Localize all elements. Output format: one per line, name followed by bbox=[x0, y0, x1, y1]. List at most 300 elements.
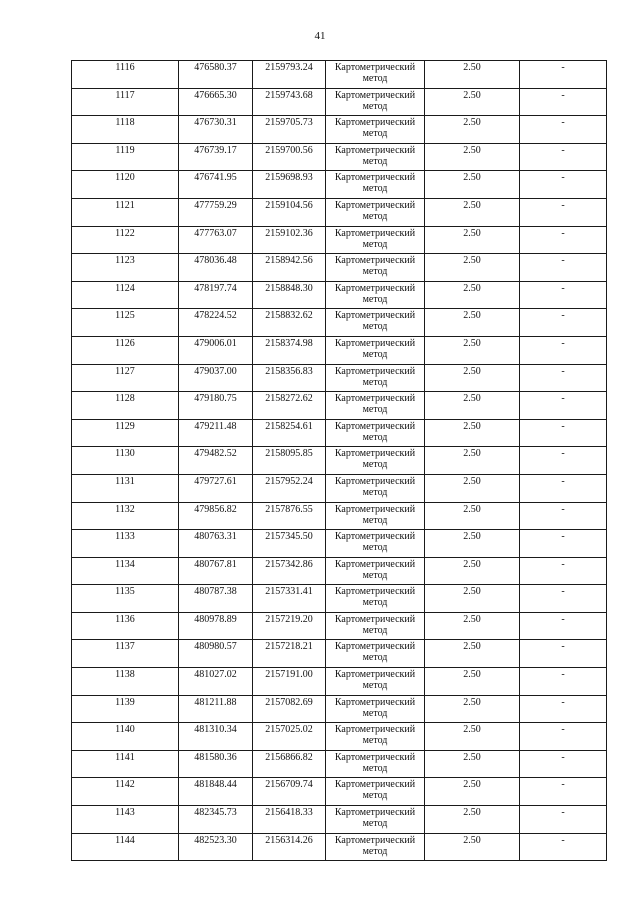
y-coordinate-cell bbox=[253, 833, 326, 861]
x-coordinate-value: 480980.57 bbox=[194, 641, 237, 653]
y-coordinate-cell bbox=[253, 750, 326, 778]
note-value: - bbox=[561, 807, 565, 819]
point-number-cell bbox=[72, 281, 179, 309]
method-line-2: метод bbox=[362, 707, 388, 719]
method-line-2: метод bbox=[362, 486, 388, 498]
method-line-2: метод bbox=[362, 542, 388, 554]
method-line-2: метод bbox=[362, 348, 388, 360]
x-coordinate-cell bbox=[179, 668, 253, 696]
point-number-cell bbox=[72, 447, 179, 475]
y-coordinate-value: 2159743.68 bbox=[265, 89, 313, 101]
table-row bbox=[72, 530, 607, 558]
note-value: - bbox=[561, 393, 565, 405]
accuracy-value: 2.50 bbox=[463, 89, 481, 101]
method-cell bbox=[326, 530, 425, 558]
x-coordinate-value: 477759.29 bbox=[194, 199, 237, 211]
method-line-1: Картометрический bbox=[334, 227, 416, 239]
point-number-cell bbox=[72, 171, 179, 199]
table-row bbox=[72, 502, 607, 530]
note-value: - bbox=[561, 172, 565, 184]
y-coordinate-value: 2159104.56 bbox=[265, 199, 313, 211]
method-cell bbox=[326, 806, 425, 834]
point-number-cell bbox=[72, 309, 179, 337]
accuracy-value: 2.50 bbox=[463, 641, 481, 653]
method-line-2: метод bbox=[362, 624, 388, 636]
point-number-cell bbox=[72, 557, 179, 585]
method-line-1: Картометрический bbox=[334, 62, 416, 73]
point-number-cell bbox=[72, 502, 179, 530]
method-cell bbox=[326, 502, 425, 530]
point-number-cell bbox=[72, 778, 179, 806]
x-coordinate-value: 481027.02 bbox=[194, 669, 237, 681]
x-coordinate-cell bbox=[179, 612, 253, 640]
x-coordinate-cell bbox=[179, 171, 253, 199]
note-cell bbox=[520, 226, 607, 254]
table-row bbox=[72, 171, 607, 199]
y-coordinate-cell bbox=[253, 61, 326, 89]
note-cell bbox=[520, 88, 607, 116]
table-row bbox=[72, 695, 607, 723]
point-number-value: 1125 bbox=[115, 310, 135, 322]
accuracy-value: 2.50 bbox=[463, 144, 481, 156]
accuracy-cell bbox=[425, 723, 520, 751]
note-cell bbox=[520, 612, 607, 640]
x-coordinate-value: 479211.48 bbox=[194, 420, 237, 432]
method-line-1: Картометрический bbox=[334, 724, 416, 736]
accuracy-cell bbox=[425, 309, 520, 337]
x-coordinate-cell bbox=[179, 640, 253, 668]
x-coordinate-value: 481310.34 bbox=[194, 724, 237, 736]
accuracy-value: 2.50 bbox=[463, 807, 481, 819]
method-cell bbox=[326, 474, 425, 502]
table-row bbox=[72, 723, 607, 751]
point-number-cell bbox=[72, 143, 179, 171]
x-coordinate-cell bbox=[179, 695, 253, 723]
y-coordinate-value: 2159102.36 bbox=[265, 227, 313, 239]
y-coordinate-cell bbox=[253, 640, 326, 668]
y-coordinate-cell bbox=[253, 612, 326, 640]
point-number-cell bbox=[72, 750, 179, 778]
accuracy-cell bbox=[425, 61, 520, 89]
note-value: - bbox=[561, 503, 565, 515]
accuracy-value: 2.50 bbox=[463, 337, 481, 349]
accuracy-cell bbox=[425, 530, 520, 558]
accuracy-value: 2.50 bbox=[463, 669, 481, 681]
method-line-2: метод bbox=[362, 293, 388, 305]
y-coordinate-value: 2157952.24 bbox=[265, 475, 313, 487]
note-cell bbox=[520, 502, 607, 530]
method-line-2: метод bbox=[362, 210, 388, 222]
accuracy-cell bbox=[425, 336, 520, 364]
note-cell bbox=[520, 833, 607, 861]
y-coordinate-cell bbox=[253, 254, 326, 282]
y-coordinate-value: 2158848.30 bbox=[265, 282, 313, 294]
note-value: - bbox=[561, 117, 565, 129]
x-coordinate-value: 480767.81 bbox=[194, 558, 237, 570]
note-cell bbox=[520, 392, 607, 420]
note-value: - bbox=[561, 282, 565, 294]
note-value: - bbox=[561, 696, 565, 708]
method-line-1: Картометрический bbox=[334, 641, 416, 653]
method-line-1: Картометрический bbox=[334, 117, 416, 129]
table-row bbox=[72, 116, 607, 144]
x-coordinate-cell bbox=[179, 364, 253, 392]
method-line-2: метод bbox=[362, 818, 388, 830]
point-number-cell bbox=[72, 640, 179, 668]
x-coordinate-value: 476665.30 bbox=[194, 89, 237, 101]
method-line-1: Картометрический bbox=[334, 613, 416, 625]
note-cell bbox=[520, 364, 607, 392]
accuracy-cell bbox=[425, 171, 520, 199]
method-cell bbox=[326, 364, 425, 392]
accuracy-cell bbox=[425, 198, 520, 226]
x-coordinate-cell bbox=[179, 309, 253, 337]
x-coordinate-value: 478036.48 bbox=[194, 255, 237, 267]
accuracy-cell bbox=[425, 668, 520, 696]
note-cell bbox=[520, 778, 607, 806]
method-cell bbox=[326, 419, 425, 447]
method-line-2: метод bbox=[362, 431, 388, 443]
accuracy-value: 2.50 bbox=[463, 172, 481, 184]
x-coordinate-value: 480978.89 bbox=[194, 613, 237, 625]
accuracy-value: 2.50 bbox=[463, 393, 481, 405]
accuracy-cell bbox=[425, 116, 520, 144]
note-cell bbox=[520, 309, 607, 337]
method-cell bbox=[326, 557, 425, 585]
method-line-1: Картометрический bbox=[334, 696, 416, 708]
y-coordinate-cell bbox=[253, 695, 326, 723]
method-line-2: метод bbox=[362, 100, 388, 112]
y-coordinate-value: 2158272.62 bbox=[265, 393, 313, 405]
note-value: - bbox=[561, 641, 565, 653]
note-value: - bbox=[561, 558, 565, 570]
y-coordinate-value: 2159705.73 bbox=[265, 117, 313, 129]
y-coordinate-cell bbox=[253, 88, 326, 116]
method-line-1: Картометрический bbox=[334, 282, 416, 294]
table-row bbox=[72, 447, 607, 475]
method-line-1: Картометрический bbox=[334, 751, 416, 763]
note-cell bbox=[520, 585, 607, 613]
point-number-value: 1136 bbox=[115, 613, 135, 625]
point-number-cell bbox=[72, 392, 179, 420]
note-value: - bbox=[561, 227, 565, 239]
x-coordinate-value: 480787.38 bbox=[194, 586, 237, 598]
y-coordinate-cell bbox=[253, 143, 326, 171]
accuracy-cell bbox=[425, 474, 520, 502]
y-coordinate-cell bbox=[253, 392, 326, 420]
table-row bbox=[72, 61, 607, 89]
method-line-1: Картометрический bbox=[334, 834, 416, 846]
table-row bbox=[72, 143, 607, 171]
accuracy-value: 2.50 bbox=[463, 117, 481, 129]
note-cell bbox=[520, 474, 607, 502]
note-value: - bbox=[561, 531, 565, 543]
method-line-1: Картометрический bbox=[334, 475, 416, 487]
method-line-2: метод bbox=[362, 155, 388, 167]
method-line-2: метод bbox=[362, 73, 388, 84]
note-cell bbox=[520, 806, 607, 834]
accuracy-cell bbox=[425, 254, 520, 282]
y-coordinate-cell bbox=[253, 723, 326, 751]
accuracy-cell bbox=[425, 447, 520, 475]
note-cell bbox=[520, 281, 607, 309]
method-line-1: Картометрический bbox=[334, 807, 416, 819]
method-cell bbox=[326, 612, 425, 640]
method-line-1: Картометрический bbox=[334, 503, 416, 515]
point-number-value: 1144 bbox=[115, 834, 135, 846]
method-cell bbox=[326, 116, 425, 144]
accuracy-value: 2.50 bbox=[463, 199, 481, 211]
note-value: - bbox=[561, 586, 565, 598]
method-cell bbox=[326, 750, 425, 778]
x-coordinate-cell bbox=[179, 530, 253, 558]
x-coordinate-cell bbox=[179, 585, 253, 613]
accuracy-value: 2.50 bbox=[463, 255, 481, 267]
table-row bbox=[72, 640, 607, 668]
method-line-2: метод bbox=[362, 183, 388, 195]
x-coordinate-value: 482345.73 bbox=[194, 807, 237, 819]
y-coordinate-value: 2158832.62 bbox=[265, 310, 313, 322]
coordinates-table bbox=[71, 60, 607, 861]
x-coordinate-value: 479006.01 bbox=[194, 337, 237, 349]
table-row bbox=[72, 806, 607, 834]
note-cell bbox=[520, 668, 607, 696]
x-coordinate-value: 481580.36 bbox=[194, 751, 237, 763]
point-number-value: 1120 bbox=[115, 172, 135, 184]
note-cell bbox=[520, 143, 607, 171]
method-line-2: метод bbox=[362, 597, 388, 609]
method-line-1: Картометрический bbox=[334, 199, 416, 211]
point-number-cell bbox=[72, 226, 179, 254]
method-cell bbox=[326, 392, 425, 420]
table-row bbox=[72, 281, 607, 309]
x-coordinate-cell bbox=[179, 557, 253, 585]
method-line-1: Картометрический bbox=[334, 586, 416, 598]
point-number-value: 1143 bbox=[115, 807, 135, 819]
method-line-1: Картометрический bbox=[334, 669, 416, 681]
x-coordinate-cell bbox=[179, 392, 253, 420]
point-number-cell bbox=[72, 833, 179, 861]
y-coordinate-value: 2157218.21 bbox=[265, 641, 313, 653]
x-coordinate-cell bbox=[179, 778, 253, 806]
point-number-value: 1124 bbox=[115, 282, 135, 294]
y-coordinate-cell bbox=[253, 419, 326, 447]
x-coordinate-value: 476741.95 bbox=[194, 172, 237, 184]
x-coordinate-cell bbox=[179, 254, 253, 282]
x-coordinate-cell bbox=[179, 474, 253, 502]
x-coordinate-cell bbox=[179, 502, 253, 530]
method-line-2: метод bbox=[362, 128, 388, 140]
x-coordinate-value: 476730.31 bbox=[194, 117, 237, 129]
method-cell bbox=[326, 171, 425, 199]
point-number-value: 1119 bbox=[115, 144, 135, 156]
point-number-cell bbox=[72, 585, 179, 613]
x-coordinate-cell bbox=[179, 806, 253, 834]
x-coordinate-value: 482523.30 bbox=[194, 834, 237, 846]
y-coordinate-cell bbox=[253, 116, 326, 144]
x-coordinate-value: 476580.37 bbox=[194, 62, 237, 73]
table-row bbox=[72, 557, 607, 585]
method-cell bbox=[326, 226, 425, 254]
point-number-value: 1117 bbox=[115, 89, 135, 101]
accuracy-value: 2.50 bbox=[463, 62, 481, 73]
x-coordinate-value: 479037.00 bbox=[194, 365, 237, 377]
y-coordinate-value: 2159698.93 bbox=[265, 172, 313, 184]
table-row bbox=[72, 88, 607, 116]
x-coordinate-value: 480763.31 bbox=[194, 531, 237, 543]
method-line-1: Картометрический bbox=[334, 172, 416, 184]
note-value: - bbox=[561, 834, 565, 846]
y-coordinate-cell bbox=[253, 530, 326, 558]
table-row bbox=[72, 778, 607, 806]
y-coordinate-cell bbox=[253, 171, 326, 199]
y-coordinate-value: 2157082.69 bbox=[265, 696, 313, 708]
method-line-2: метод bbox=[362, 680, 388, 692]
note-cell bbox=[520, 198, 607, 226]
y-coordinate-value: 2156866.82 bbox=[265, 751, 313, 763]
point-number-value: 1130 bbox=[115, 448, 135, 460]
x-coordinate-cell bbox=[179, 281, 253, 309]
table-row bbox=[72, 226, 607, 254]
point-number-value: 1123 bbox=[115, 255, 135, 267]
accuracy-cell bbox=[425, 750, 520, 778]
accuracy-value: 2.50 bbox=[463, 310, 481, 322]
accuracy-cell bbox=[425, 778, 520, 806]
x-coordinate-value: 478224.52 bbox=[194, 310, 237, 322]
point-number-value: 1134 bbox=[115, 558, 135, 570]
y-coordinate-value: 2157876.55 bbox=[265, 503, 313, 515]
y-coordinate-cell bbox=[253, 557, 326, 585]
accuracy-cell bbox=[425, 806, 520, 834]
y-coordinate-cell bbox=[253, 364, 326, 392]
method-line-1: Картометрический bbox=[334, 337, 416, 349]
y-coordinate-cell bbox=[253, 226, 326, 254]
method-line-1: Картометрический bbox=[334, 420, 416, 432]
accuracy-value: 2.50 bbox=[463, 365, 481, 377]
method-cell bbox=[326, 695, 425, 723]
point-number-cell bbox=[72, 254, 179, 282]
point-number-value: 1139 bbox=[115, 696, 135, 708]
x-coordinate-cell bbox=[179, 61, 253, 89]
accuracy-cell bbox=[425, 226, 520, 254]
accuracy-value: 2.50 bbox=[463, 531, 481, 543]
y-coordinate-value: 2156314.26 bbox=[265, 834, 313, 846]
point-number-cell bbox=[72, 806, 179, 834]
method-line-2: метод bbox=[362, 321, 388, 333]
accuracy-cell bbox=[425, 612, 520, 640]
y-coordinate-value: 2157025.02 bbox=[265, 724, 313, 736]
note-value: - bbox=[561, 310, 565, 322]
accuracy-value: 2.50 bbox=[463, 586, 481, 598]
method-cell bbox=[326, 254, 425, 282]
point-number-value: 1141 bbox=[115, 751, 135, 763]
table-row bbox=[72, 668, 607, 696]
method-line-1: Картометрический bbox=[334, 365, 416, 377]
note-value: - bbox=[561, 255, 565, 267]
x-coordinate-value: 476739.17 bbox=[194, 144, 237, 156]
method-line-2: метод bbox=[362, 735, 388, 747]
point-number-cell bbox=[72, 695, 179, 723]
accuracy-value: 2.50 bbox=[463, 227, 481, 239]
note-cell bbox=[520, 640, 607, 668]
x-coordinate-cell bbox=[179, 833, 253, 861]
point-number-value: 1138 bbox=[115, 669, 135, 681]
point-number-cell bbox=[72, 723, 179, 751]
method-cell bbox=[326, 198, 425, 226]
method-line-2: метод bbox=[362, 376, 388, 388]
accuracy-cell bbox=[425, 364, 520, 392]
point-number-cell bbox=[72, 530, 179, 558]
note-cell bbox=[520, 116, 607, 144]
point-number-value: 1128 bbox=[115, 393, 135, 405]
point-number-value: 1129 bbox=[115, 420, 135, 432]
table-row bbox=[72, 364, 607, 392]
table-row bbox=[72, 336, 607, 364]
point-number-value: 1137 bbox=[115, 641, 135, 653]
note-value: - bbox=[561, 199, 565, 211]
point-number-cell bbox=[72, 474, 179, 502]
accuracy-cell bbox=[425, 88, 520, 116]
x-coordinate-cell bbox=[179, 419, 253, 447]
note-value: - bbox=[561, 669, 565, 681]
table-row bbox=[72, 612, 607, 640]
x-coordinate-value: 479482.52 bbox=[194, 448, 237, 460]
point-number-value: 1121 bbox=[115, 199, 135, 211]
x-coordinate-cell bbox=[179, 198, 253, 226]
method-line-2: метод bbox=[362, 459, 388, 471]
point-number-cell bbox=[72, 198, 179, 226]
note-cell bbox=[520, 61, 607, 89]
y-coordinate-cell bbox=[253, 447, 326, 475]
x-coordinate-value: 479727.61 bbox=[194, 475, 237, 487]
note-value: - bbox=[561, 89, 565, 101]
method-line-2: метод bbox=[362, 790, 388, 802]
y-coordinate-value: 2158356.83 bbox=[265, 365, 313, 377]
point-number-cell bbox=[72, 364, 179, 392]
x-coordinate-value: 481848.44 bbox=[194, 779, 237, 791]
method-line-2: метод bbox=[362, 569, 388, 581]
method-line-2: метод bbox=[362, 845, 388, 857]
method-line-1: Картометрический bbox=[334, 448, 416, 460]
method-cell bbox=[326, 336, 425, 364]
y-coordinate-cell bbox=[253, 474, 326, 502]
accuracy-value: 2.50 bbox=[463, 724, 481, 736]
y-coordinate-value: 2156418.33 bbox=[265, 807, 313, 819]
accuracy-cell bbox=[425, 557, 520, 585]
table-row bbox=[72, 198, 607, 226]
y-coordinate-cell bbox=[253, 806, 326, 834]
accuracy-value: 2.50 bbox=[463, 420, 481, 432]
x-coordinate-cell bbox=[179, 143, 253, 171]
note-value: - bbox=[561, 62, 565, 73]
method-cell bbox=[326, 778, 425, 806]
method-line-1: Картометрический bbox=[334, 310, 416, 322]
y-coordinate-cell bbox=[253, 502, 326, 530]
note-value: - bbox=[561, 724, 565, 736]
accuracy-value: 2.50 bbox=[463, 779, 481, 791]
point-number-value: 1140 bbox=[115, 724, 135, 736]
point-number-value: 1142 bbox=[115, 779, 135, 791]
note-value: - bbox=[561, 475, 565, 487]
point-number-cell bbox=[72, 668, 179, 696]
point-number-value: 1116 bbox=[115, 62, 135, 73]
method-cell bbox=[326, 88, 425, 116]
note-value: - bbox=[561, 365, 565, 377]
point-number-value: 1127 bbox=[115, 365, 135, 377]
x-coordinate-value: 481211.88 bbox=[194, 696, 237, 708]
note-cell bbox=[520, 447, 607, 475]
method-line-2: метод bbox=[362, 762, 388, 774]
